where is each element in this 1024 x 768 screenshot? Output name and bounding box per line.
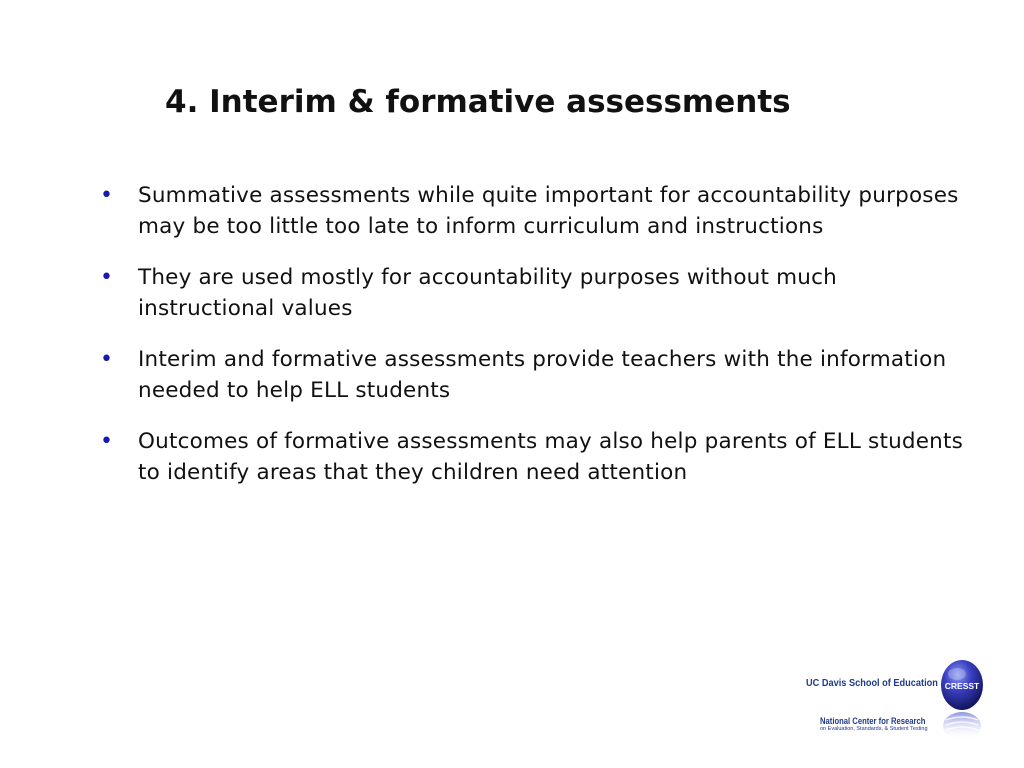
bullet-item <box>100 180 980 242</box>
bullet-icon: • <box>100 183 114 208</box>
bullet-text: Interim and formative assessments provide teachers with the information needed to help ELL students <box>138 347 947 403</box>
ncr-logo-subtext: on Evaluation, Standards, & Student Testing <box>820 726 928 732</box>
uc-davis-logo-text: UC Davis School of Education <box>806 678 938 689</box>
bullet-list <box>100 180 980 508</box>
footer-logos <box>800 652 990 744</box>
bullet-icon: • <box>100 265 114 290</box>
bullet-item <box>100 344 980 406</box>
ncr-logo-text: National Center for Research <box>820 716 926 726</box>
bullet-text: Summative assessments while quite important for accountability purposes may be too little too late to inform curriculum and instructions <box>138 183 959 239</box>
bullet-item <box>100 426 980 488</box>
bullet-text: Outcomes of formative assessments may also help parents of ELL students to identify areas that they children need attention <box>138 429 964 485</box>
bullet-icon: • <box>100 347 114 372</box>
bullet-icon: • <box>100 429 114 454</box>
bullet-text: They are used mostly for accountability purposes without much instructional values <box>138 265 837 321</box>
cresst-logo-text: CRESST <box>944 681 980 691</box>
slide-title: 4. Interim & formative assessments <box>165 84 791 120</box>
bullet-item <box>100 262 980 324</box>
cresst-logo-icon <box>938 656 986 742</box>
